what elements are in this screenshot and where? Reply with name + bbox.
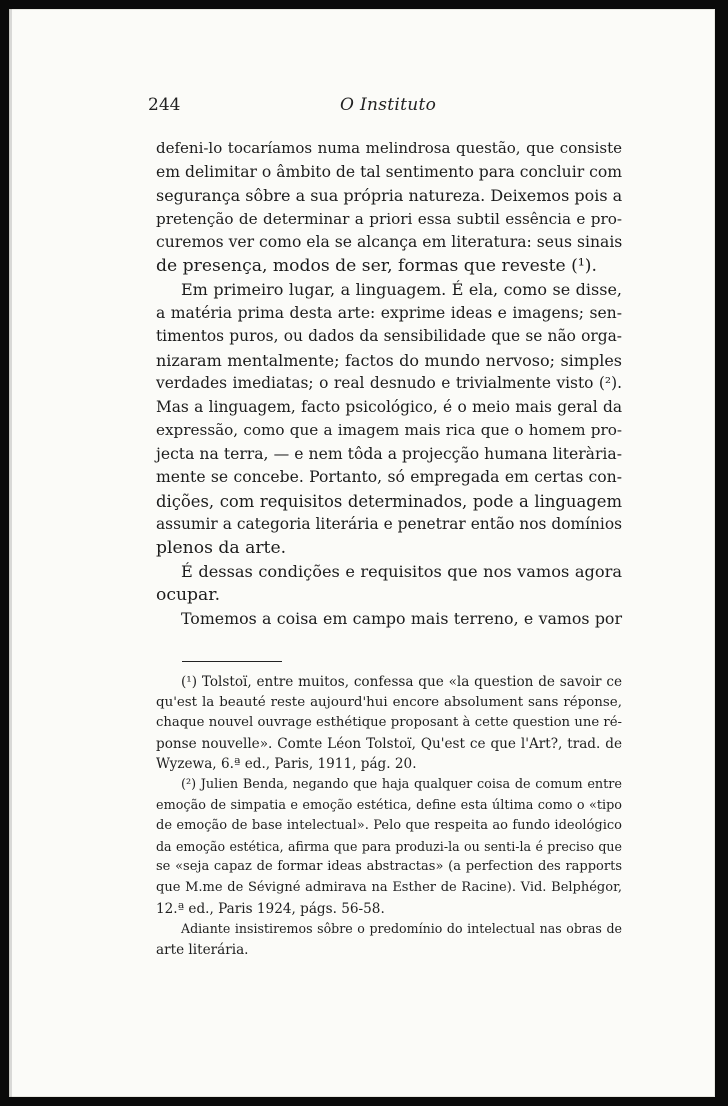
body-line: a matéria prima desta arte: exprime ideas e imagens; sen- <box>156 303 622 322</box>
footnote-line: Wyzewa, 6.ª ed., Paris, 1911, pág. 20. <box>156 756 417 773</box>
footnote-line: emoção de simpatia e emoção estética, define esta última como o «tipo <box>156 797 622 813</box>
body-line: defeni-lo tocaríamos numa melindrosa questão, que consiste <box>156 139 622 157</box>
body-line: Tomemos a coisa em campo mais terreno, e vamos por <box>181 609 622 628</box>
footnote-line: da emoção estética, afirma que para produzi-la ou senti-la é preciso que <box>156 838 622 854</box>
body-line: verdades imediatas; o real desnudo e trivialmente visto (²). <box>156 374 622 392</box>
body-line: Em primeiro lugar, a linguagem. É ela, como se disse, <box>181 280 622 299</box>
footnote-line: 12.ª ed., Paris 1924, págs. 56-58. <box>156 900 385 917</box>
running-head <box>148 95 628 121</box>
body-line: mente se concebe. Portanto, só empregada em certas con- <box>156 468 622 486</box>
body-line: curemos ver como ela se alcança em literatura: seus sinais <box>156 233 623 251</box>
body-line: dições, com requisitos determinados, pode a linguagem <box>156 491 622 511</box>
body-line: É dessas condições e requisitos que nos vamos agora <box>181 562 622 581</box>
footnote-line: (²) Julien Benda, negando que haja qualquer coisa de comum entre <box>181 776 622 792</box>
footnote-line: de emoção de base intelectual». Pelo que respeita ao fundo ideológico <box>156 818 622 834</box>
footnote-line: qu'est la beauté reste aujourd'hui encore absolument sans réponse, <box>156 694 622 710</box>
scan-edge <box>9 9 12 1097</box>
journal-title: O Instituto <box>340 95 437 115</box>
footnote-line: que M.me de Sévigné admirava na Esther de Racine). Vid. Belphégor, <box>156 879 622 895</box>
footnote-line: se «seja capaz de formar ideas abstractas» (a perfection des rapports <box>156 859 622 875</box>
body-line: timentos puros, ou dados da sensibilidade que se não orga- <box>156 327 622 345</box>
body-line: assumir a categoria literária e penetrar então nos domínios <box>156 515 622 533</box>
body-line: segurança sôbre a sua própria natureza. Deixemos pois a <box>156 186 623 205</box>
body-line: expressão, como que a imagem mais rica que o homem pro- <box>156 421 622 439</box>
body-line: Mas a linguagem, facto psicológico, é o meio mais geral da <box>156 397 622 416</box>
body-text <box>156 137 622 631</box>
body-line: plenos da arte. <box>156 537 287 558</box>
document-page <box>9 9 715 1097</box>
footnote-line: Adiante insistiremos sôbre o predomínio do intelectual nas obras de <box>181 921 622 937</box>
body-line: ocupar. <box>156 584 221 605</box>
footnote-line: arte literária. <box>156 941 249 958</box>
footnotes <box>156 672 622 960</box>
footnote-rule <box>182 661 282 662</box>
page-number: 244 <box>148 95 181 115</box>
body-line: pretenção de determinar a priori essa subtil essência e pro- <box>156 209 622 228</box>
footnote-line: (¹) Tolstoï, entre muitos, confessa que «la question de savoir ce <box>181 674 622 690</box>
body-line: de presença, modos de ser, formas que reveste (¹). <box>156 255 597 276</box>
footnote-line: ponse nouvelle». Comte Léon Tolstoï, Qu'est ce que l'Art?, trad. de <box>156 735 622 752</box>
body-line: nizaram mentalmente; factos do mundo nervoso; simples <box>156 350 622 370</box>
footnote-line: chaque nouvel ouvrage esthétique proposant à cette question une ré- <box>156 715 622 731</box>
body-line: jecta na terra, — e nem tôda a projecção humana literària- <box>156 444 622 463</box>
body-line: em delimitar o âmbito de tal sentimento para concluir com <box>156 162 623 181</box>
